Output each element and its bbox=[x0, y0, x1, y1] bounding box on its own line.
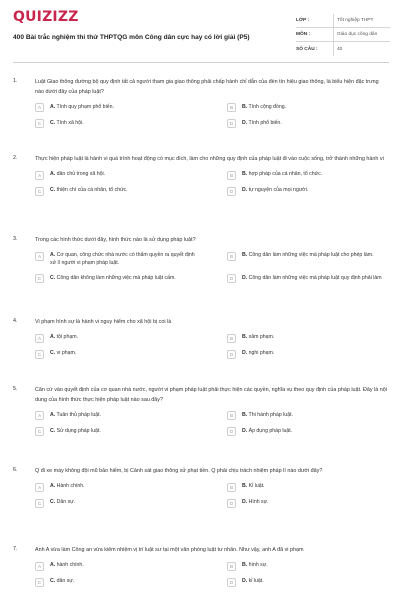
option-key: A. bbox=[50, 171, 56, 178]
option-b[interactable] bbox=[227, 411, 389, 420]
option-d[interactable] bbox=[227, 274, 389, 283]
option-key: C. bbox=[50, 187, 56, 194]
option-text: dân sự. bbox=[56, 578, 75, 585]
option-key: C. bbox=[50, 499, 56, 506]
meta-value: Tốt nghiệp THPT bbox=[333, 14, 390, 27]
option-letter-box: B bbox=[227, 171, 236, 180]
option-text: Thi hành pháp luật. bbox=[248, 411, 293, 418]
option-key: C. bbox=[50, 274, 56, 281]
option-d[interactable] bbox=[227, 350, 389, 359]
meta-value: Giáo dục công dân bbox=[333, 28, 390, 41]
question-6 bbox=[13, 467, 389, 508]
header-divider bbox=[13, 62, 389, 63]
question-4 bbox=[13, 318, 389, 359]
option-text: Tính quy phạm phổ biến. bbox=[56, 103, 114, 110]
option-text: nghi phạm. bbox=[248, 350, 275, 357]
option-text: Tính xã hội. bbox=[56, 119, 84, 126]
option-c[interactable] bbox=[35, 274, 197, 283]
option-letter-box: A bbox=[35, 334, 44, 343]
question-7 bbox=[13, 546, 389, 587]
question-text: Căn cứ vào quyết định của cơ quan nhà nước, người vi phạm pháp luật phải thực hiện các quyền, nghĩa vụ theo quy định của pháp luật. Đây là nội dung của hình thức thực hiện pháp luật nào sau đây? bbox=[35, 387, 387, 403]
question-number: 6. bbox=[13, 467, 18, 473]
option-letter-box: B bbox=[227, 411, 236, 420]
option-text: tội phạm. bbox=[56, 334, 78, 341]
option-key: C. bbox=[50, 578, 56, 585]
option-key: B. bbox=[242, 334, 248, 341]
option-a[interactable] bbox=[35, 103, 197, 112]
option-letter-box: C bbox=[35, 274, 44, 283]
option-key: D. bbox=[242, 350, 248, 357]
option-d[interactable] bbox=[227, 499, 389, 508]
option-key: A. bbox=[50, 334, 56, 341]
option-text: thiện chí của cá nhân, tổ chức. bbox=[56, 187, 128, 194]
option-letter-box: C bbox=[35, 427, 44, 436]
option-letter-box: A bbox=[35, 252, 44, 261]
question-text: Vi phạm hình sự là hành vi nguy hiểm cho xã hội bị coi là bbox=[35, 319, 172, 325]
option-letter-box: D bbox=[227, 427, 236, 436]
option-b[interactable] bbox=[227, 252, 389, 268]
option-b[interactable] bbox=[227, 334, 389, 343]
option-letter-box: D bbox=[227, 119, 236, 128]
option-key: B. bbox=[242, 562, 248, 569]
option-key: B. bbox=[242, 411, 248, 418]
option-key: A. bbox=[50, 483, 56, 490]
option-key: A. bbox=[50, 562, 56, 569]
question-text: Thực hiện pháp luật là hành vi quá trình hoạt động có mục đích, làm cho những quy định của pháp luật đi vào cuộc sống, trở thành những hành vi bbox=[35, 156, 384, 162]
option-key: D. bbox=[242, 578, 248, 585]
option-text: Kỉ luật. bbox=[248, 483, 265, 490]
option-c[interactable] bbox=[35, 187, 197, 196]
meta-value: 40 bbox=[333, 42, 390, 56]
option-letter-box: B bbox=[227, 562, 236, 571]
options-grid bbox=[35, 252, 389, 284]
option-letter-box: B bbox=[227, 483, 236, 492]
option-key: C. bbox=[50, 350, 56, 357]
option-text: Tính phổ biến. bbox=[248, 119, 282, 126]
option-letter-box: C bbox=[35, 350, 44, 359]
option-key: D. bbox=[242, 274, 248, 281]
question-number: 3. bbox=[13, 236, 18, 242]
quizizz-logo: QUIZIZZ bbox=[13, 9, 79, 25]
question-text: Luật Giao thông đường bộ quy định tất cả người tham gia giao thông phải chấp hành chỉ dẫn của đèn tín hiệu giao thông, là biểu hiện đặc trưng nào dưới đây của pháp luật? bbox=[35, 79, 379, 95]
option-a[interactable] bbox=[35, 483, 197, 492]
meta-row-class bbox=[296, 14, 390, 28]
option-b[interactable] bbox=[227, 103, 389, 112]
options-grid bbox=[35, 171, 389, 196]
option-text: Hình sự. bbox=[248, 499, 269, 506]
option-c[interactable] bbox=[35, 499, 197, 508]
option-letter-box: D bbox=[227, 274, 236, 283]
option-key: A. bbox=[50, 252, 56, 259]
option-text: vi phạm. bbox=[56, 350, 77, 357]
meta-table bbox=[296, 14, 390, 56]
option-text: hành chính. bbox=[56, 562, 84, 569]
option-key: D. bbox=[242, 427, 248, 434]
meta-label: MÔN : bbox=[296, 32, 311, 37]
option-text: Cơ quan, công chức nhà nước có thẩm quyền ra quyết định xử lí người vi phạm pháp luật. bbox=[50, 252, 195, 266]
option-text: hợp pháp của cá nhân, tổ chức. bbox=[248, 171, 323, 178]
option-d[interactable] bbox=[227, 119, 389, 128]
option-letter-box: D bbox=[227, 499, 236, 508]
worksheet-title: 400 Bài trắc nghiệm thi thử THPTQG môn Công dân cực hay có lời giải (P5) bbox=[13, 34, 250, 41]
option-key: B. bbox=[242, 252, 248, 259]
question-number: 2. bbox=[13, 155, 18, 161]
option-letter-box: C bbox=[35, 499, 44, 508]
option-letter-box: A bbox=[35, 562, 44, 571]
option-letter-box: A bbox=[35, 171, 44, 180]
question-text: Anh A vừa làm Công an vừa kiêm nhiệm vị trí luật sư tại một văn phòng luật tư nhân. Như vậy, anh A đã vi phạm bbox=[35, 547, 304, 553]
option-c[interactable] bbox=[35, 578, 197, 587]
option-key: D. bbox=[242, 119, 248, 126]
question-3 bbox=[13, 236, 389, 283]
option-letter-box: D bbox=[227, 187, 236, 196]
question-1 bbox=[13, 78, 389, 128]
question-number: 5. bbox=[13, 386, 18, 392]
meta-row-count bbox=[296, 42, 390, 56]
option-key: A. bbox=[50, 411, 56, 418]
option-d[interactable] bbox=[227, 187, 389, 196]
option-text: Áp dụng pháp luật. bbox=[248, 427, 293, 434]
option-text: Tuân thủ pháp luật. bbox=[56, 411, 102, 418]
option-b[interactable] bbox=[227, 171, 389, 180]
option-letter-box: D bbox=[227, 578, 236, 587]
option-text: Sử dụng pháp luật. bbox=[56, 427, 101, 434]
question-5 bbox=[13, 386, 389, 436]
option-key: B. bbox=[242, 483, 248, 490]
option-b[interactable] bbox=[227, 483, 389, 492]
meta-row-subject bbox=[296, 28, 390, 42]
option-key: B. bbox=[242, 103, 248, 110]
option-key: A. bbox=[50, 103, 56, 110]
options-grid bbox=[35, 483, 389, 508]
option-letter-box: B bbox=[227, 252, 236, 261]
option-a[interactable] bbox=[35, 562, 197, 571]
option-letter-box: C bbox=[35, 187, 44, 196]
option-b[interactable] bbox=[227, 562, 389, 571]
options-grid bbox=[35, 103, 389, 128]
option-text: hình sự. bbox=[248, 562, 268, 569]
option-d[interactable] bbox=[227, 578, 389, 587]
option-text: Tính cộng đồng. bbox=[248, 103, 287, 110]
option-letter-box: C bbox=[35, 119, 44, 128]
option-c[interactable] bbox=[35, 350, 197, 359]
question-2 bbox=[13, 155, 389, 196]
question-number: 4. bbox=[13, 318, 18, 324]
option-letter-box: A bbox=[35, 103, 44, 112]
option-text: kỉ luật. bbox=[248, 578, 264, 585]
options-grid bbox=[35, 411, 389, 436]
option-text: Công dân không làm những việc mà pháp luật cấm. bbox=[56, 274, 176, 281]
option-letter-box: A bbox=[35, 411, 44, 420]
option-key: B. bbox=[242, 171, 248, 178]
option-text: xâm phạm. bbox=[248, 334, 275, 341]
option-c[interactable] bbox=[35, 427, 197, 436]
option-key: D. bbox=[242, 187, 248, 194]
options-grid bbox=[35, 562, 389, 587]
option-text: Công dân làm những việc mà pháp luật quy định phải làm bbox=[248, 274, 382, 281]
option-key: C. bbox=[50, 119, 56, 126]
option-a[interactable] bbox=[35, 252, 197, 268]
option-text: tự nguyện của mọi người. bbox=[248, 187, 309, 194]
question-text: Trong các hình thức dưới đây, hình thức nào là sử dụng pháp luật? bbox=[35, 237, 196, 243]
question-number: 1. bbox=[13, 78, 18, 84]
option-letter-box: B bbox=[227, 334, 236, 343]
option-key: D. bbox=[242, 499, 248, 506]
option-d[interactable] bbox=[227, 427, 389, 436]
options-grid bbox=[35, 334, 389, 359]
option-a[interactable] bbox=[35, 171, 197, 180]
option-letter-box: A bbox=[35, 483, 44, 492]
option-text: Hành chính. bbox=[56, 483, 85, 490]
option-letter-box: D bbox=[227, 350, 236, 359]
option-key: C. bbox=[50, 427, 56, 434]
question-number: 7. bbox=[13, 546, 18, 552]
meta-label: LỚP : bbox=[296, 18, 310, 23]
option-text: Công dân làm những việc mà pháp luật cho phép làm. bbox=[248, 252, 374, 259]
option-a[interactable] bbox=[35, 411, 197, 420]
option-text: Dân sự. bbox=[56, 499, 76, 506]
option-text: dân chủ trong xã hội. bbox=[56, 171, 106, 178]
option-letter-box: B bbox=[227, 103, 236, 112]
option-letter-box: C bbox=[35, 578, 44, 587]
option-a[interactable] bbox=[35, 334, 197, 343]
option-c[interactable] bbox=[35, 119, 197, 128]
question-text: Q đi xe máy không đội mũ bảo hiểm, bị Cảnh sát giao thông xử phạt tiền. Q phải chịu trách nhiệm pháp lí nào dưới đây? bbox=[35, 468, 323, 474]
meta-label: SỐ CÂU : bbox=[296, 46, 318, 52]
